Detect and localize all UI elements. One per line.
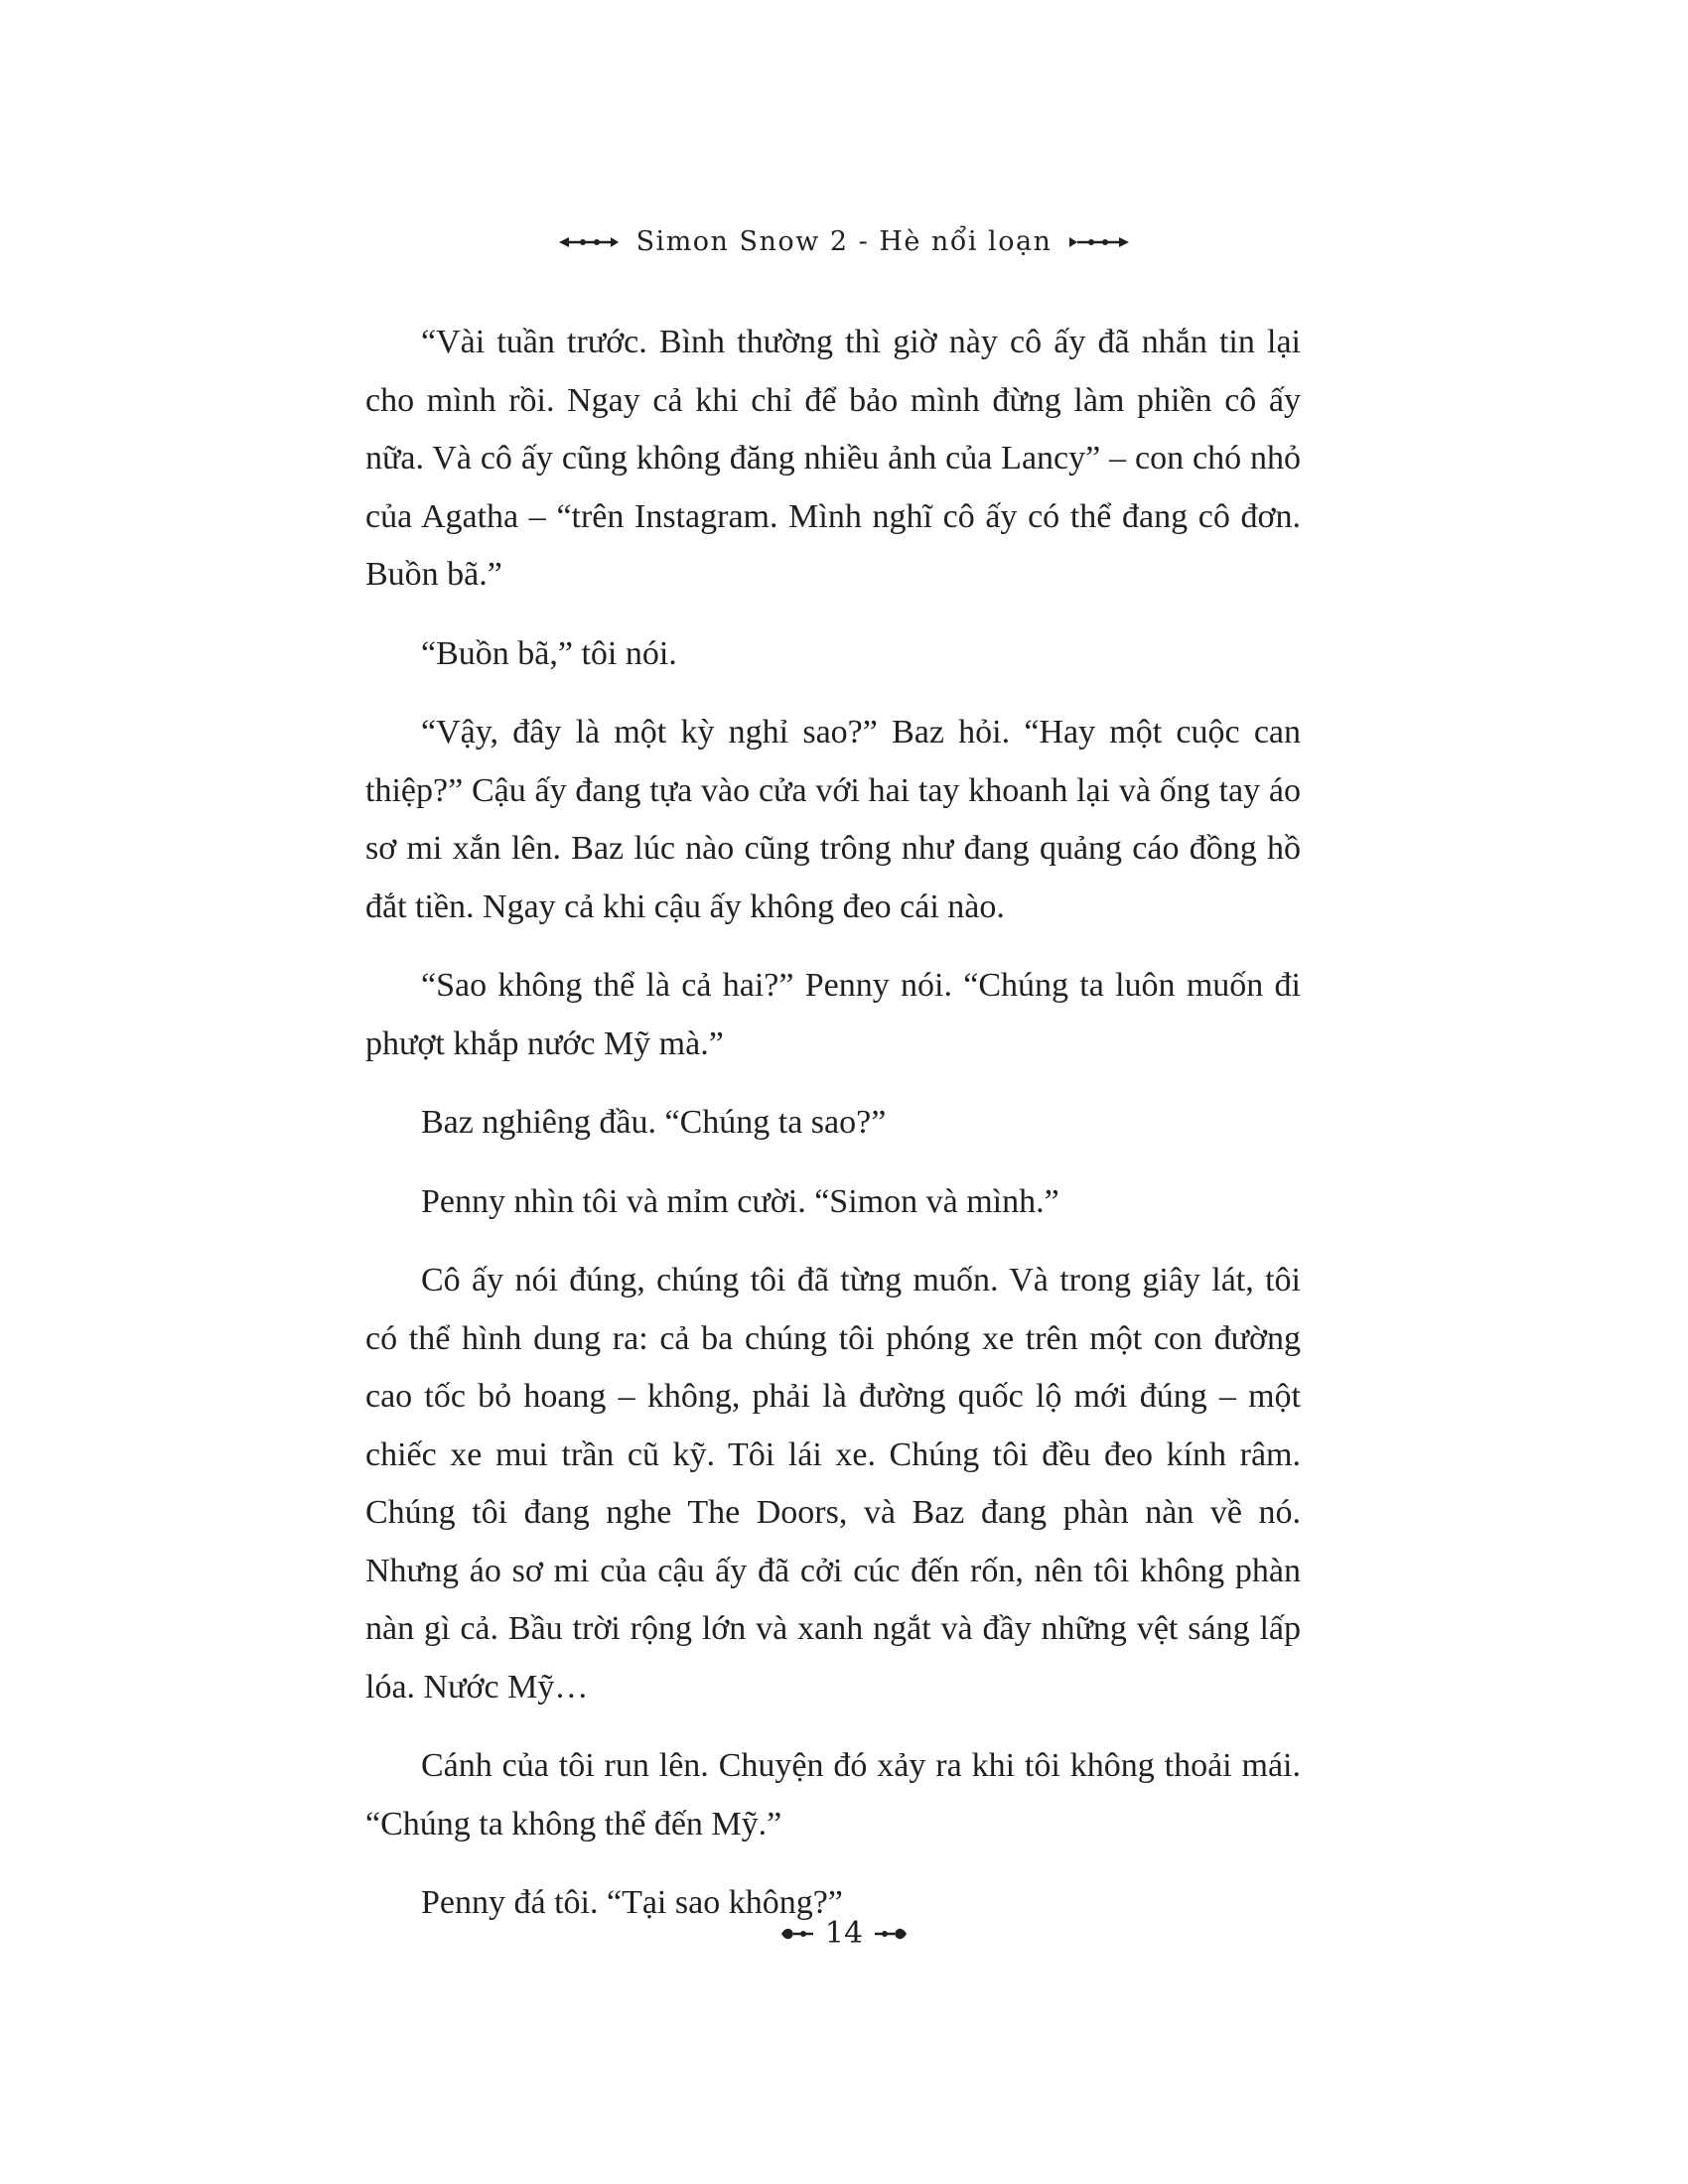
arrow-ornament-right-icon	[1069, 234, 1129, 250]
paragraph: Penny đá tôi. “Tại sao không?”	[421, 1884, 843, 1921]
fleuron-right-icon	[873, 1925, 909, 1943]
page-footer	[0, 1916, 1688, 1951]
running-header	[0, 226, 1688, 257]
paragraph: “Buồn bã,” tôi nói.	[421, 634, 677, 672]
paragraph: Baz nghiêng đầu. “Chúng ta sao?”	[421, 1104, 887, 1141]
paragraph: “Vài tuần trước. Bình thường thì giờ này cô ấy đã nhắn tin lại cho mình rồi. Ngay cả khi chỉ để bảo mình đừng làm phiền cô ấy nữa. Và cô ấy cũng không đăng nhiều ảnh của Lancy” – con chó nhỏ của Agatha – “trên Instagram. Mình nghĩ cô ấy có thể đang cô đơn. Buồn bã.”	[365, 324, 1301, 593]
page-number: 14	[824, 1916, 864, 1951]
fleuron-left-icon	[779, 1925, 815, 1943]
paragraph: “Vậy, đây là một kỳ nghỉ sao?” Baz hỏi. “Hay một cuộc can thiệp?” Cậu ấy đang tựa vào cửa với hai tay khoanh lại và ống tay áo sơ mi xắn lên. Baz lúc nào cũng trông như đang quảng cáo đồng hồ đắt tiền. Ngay cả khi cậu ấy không đeo cái nào.	[365, 714, 1301, 925]
paragraph: Penny nhìn tôi và mỉm cười. “Simon và mình.”	[421, 1182, 1059, 1220]
arrow-ornament-left-icon	[559, 234, 619, 250]
paragraph: Cánh của tôi run lên. Chuyện đó xảy ra khi tôi không thoải mái. “Chúng ta không thể đến Mỹ.”	[365, 1747, 1301, 1843]
running-title: Simon Snow 2 - Hè nổi loạn	[635, 226, 1053, 257]
paragraph: “Sao không thể là cả hai?” Penny nói. “Chúng ta luôn muốn đi phượt khắp nước Mỹ mà.”	[365, 967, 1301, 1062]
body-text	[365, 314, 1301, 1954]
paragraph: Cô ấy nói đúng, chúng tôi đã từng muốn. Và trong giây lát, tôi có thể hình dung ra: cả ba chúng tôi phóng xe trên một con đường cao tốc bỏ hoang – không, phải là đường quốc lộ mới đúng – một chiếc xe mui trần cũ kỹ. Tôi lái xe. Chúng tôi đều đeo kính râm. Chúng tôi đang nghe The Doors, và Baz đang phàn nàn về nó. Nhưng áo sơ mi của cậu ấy đã cởi cúc đến rốn, nên tôi không phàn nàn gì cả. Bầu trời rộng lớn và xanh ngắt và đầy những vệt sáng lấp lóa. Nước Mỹ…	[365, 1262, 1301, 1706]
